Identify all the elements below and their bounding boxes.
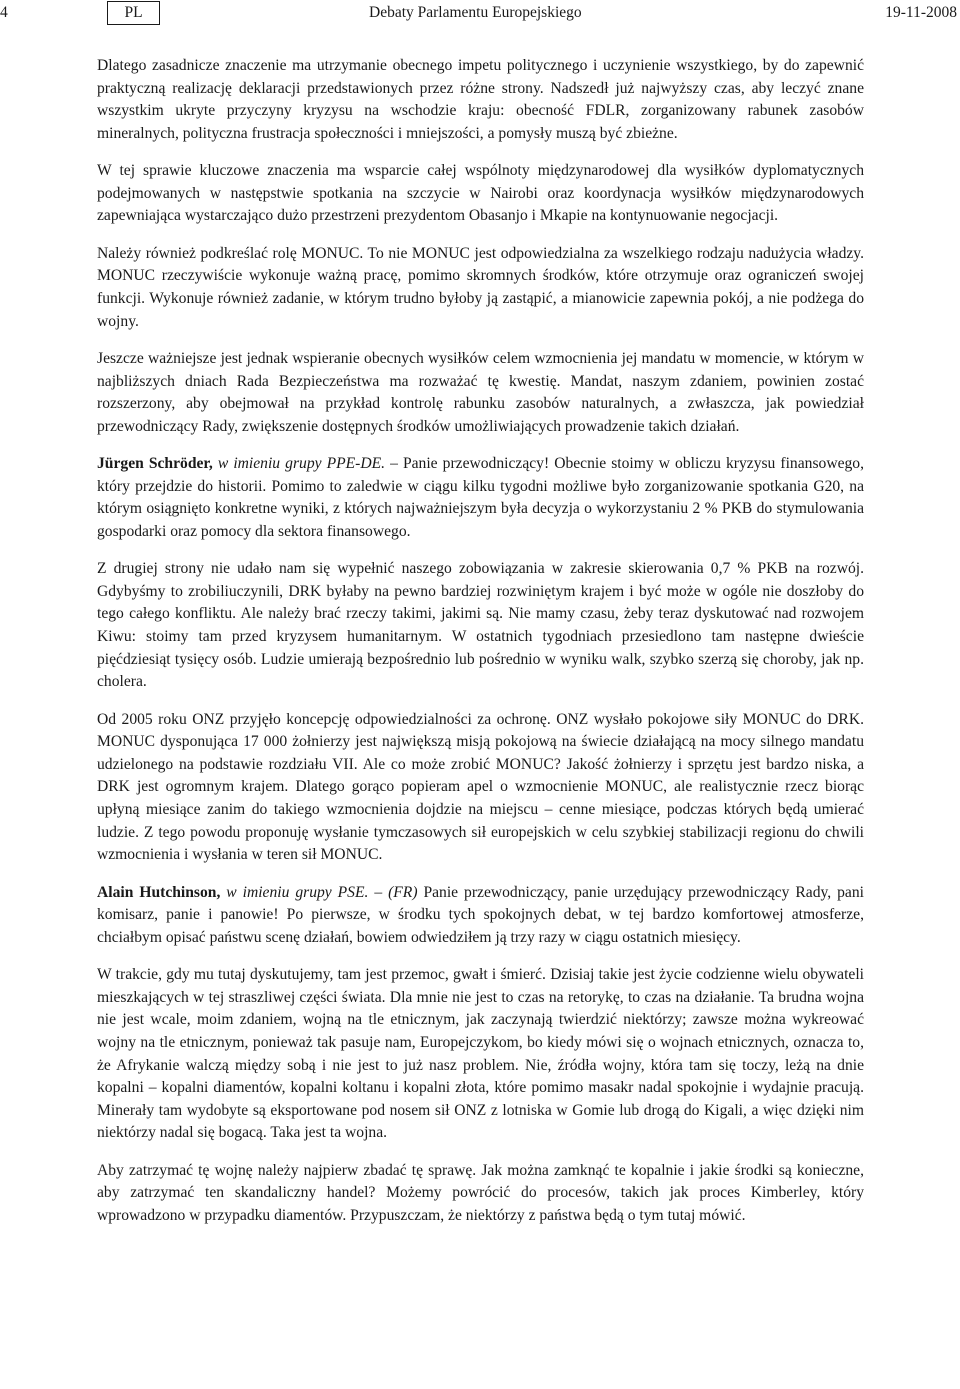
speaker-name: Jürgen Schröder, bbox=[97, 455, 213, 473]
paragraph: Dlatego zasadnicze znaczenie ma utrzymanie obecnego impetu politycznego i uczynienie wszystkiego, by do zapewnić praktyczną realizację deklaracji przedstawionych przez różne strony. Nadszedł już najwyższy czas, aby leczyć znane wszystkim ukryte przyczyny kryzysu na wschodzie kraju: obecność FDLR, zorganizowany rabunek zasobów mineralnych, polityczna frustracja społeczności i mniejszości, a pomysły muszą być zbieżne. bbox=[97, 57, 864, 142]
speaker-group: w imieniu grupy PSE. bbox=[226, 883, 369, 901]
speech-dash: – bbox=[374, 883, 383, 901]
speaker-name: Alain Hutchinson, bbox=[97, 883, 221, 901]
paragraph: Z drugiej strony nie udało nam się wypełnić naszego zobowiązania w zakresie skierowania 0,7 % PKB na rozwój. Gdybyśmy to zrobiliuczynili, DRK byłaby na pewno bardziej rozwiniętym krajem i być może w ogóle nie doszłoby do tego całego konfliktu. Ale należy brać rzeczy takimi, jakimi są. Nie mamy czasu, żeby teraz dyskutować nad rozwojem Kiwu: stoimy tam przed kryzysem humanitarnym. W ostatnich tygodniach przesiedlono tam następne dwieście pięćdziesiąt tysięcy osób. Ludzie umierają bezpośrednio lub pośrednio w wyniku walk, szybko szerzą się choroby, jak np. cholera. bbox=[97, 560, 864, 691]
speech-hutchinson bbox=[97, 882, 864, 950]
speaker-group: w imieniu grupy PPE-DE. bbox=[217, 455, 386, 473]
speech-text: – Panie przewodniczący! Obecnie stoimy w obliczu kryzysu finansowego, który przejdzie do historii. Pomimo to zaledwie w ciągu kilku tygodni możliwe było zorganizowanie spotkania G20, na którym osiągnięto konkretne wyniki, z których najważniejszym była decyzja o wykorzystaniu 2 % PKB do stymulowania gospodarki oraz pomocy dla sektora finansowego. bbox=[97, 455, 864, 540]
original-language-tag: (FR) bbox=[388, 883, 418, 901]
paragraph: Od 2005 roku ONZ przyjęło koncepcję odpowiedzialności za ochronę. ONZ wysłało pokojowe siły MONUC do DRK. MONUC dysponująca 17 000 żołnierzy jest największą misją pokojową na świecie działającą na mocy silnego mandatu udzielonego na podstawie rozdziału VII. Ale co może zrobić MONUC? Jakość żołnierzy i sprzętu jest bardzo niska, a DRK jest ogromnym krajem. Dlatego gorąco popieram apel o wzmocnienie MONUC, ale realistycznie rzecz biorąc upłyną miesiące zanim do takiego wzmocnienia dojdzie na miejscu – cenne miesiące, podczas których będą umierać ludzie. Z tego powodu proponuję wysłanie tymczasowych sił europejskich w celu szybkiej stabilizacji regionu do chwili wzmocnienia i wysłania w teren sił MONUC. bbox=[97, 710, 864, 864]
paragraph: Należy również podkreślać rolę MONUC. To nie MONUC jest odpowiedzialna za wszelkiego rodzaju nadużycia władzy. MONUC rzeczywiście wykonuje ważną pracę, pomimo skromnych środków, które otrzymuje oraz ograniczeń swojej funkcji. Wykonuje również zadanie, w którym trudno byłoby ją zastąpić, a mianowicie zapewnia pokój, a nie podżega do wojny. bbox=[97, 244, 864, 330]
publication-title: Debaty Parlamentu Europejskiego bbox=[369, 4, 582, 21]
language-code-box: PL bbox=[107, 1, 160, 25]
paragraph: W tej sprawie kluczowe znaczenia ma wsparcie całej wspólnoty międzynarodowej dla wysiłków dyplomatycznych podejmowanych w następstwie spotkania na szczycie w Nairobi oraz koordynacja wysiłków międzynarodowych zapewniająca wystarczająco dużo przestrzeni prezydentom Obasanjo i Mkapie na kontynuowanie negocjacji. bbox=[97, 162, 864, 225]
document-body bbox=[97, 55, 864, 1242]
paragraph: Aby zatrzymać tę wojnę należy najpierw zbadać tę sprawę. Jak można zamknąć te kopalnie i jakie środki są konieczne, aby zatrzymać ten skandaliczny handel? Możemy powrócić do procesów, takich jak proces Kimberley, który wprowadzono w przypadku diamentów. Przypuszczam, że niektórzy z państwa będą o tym tutaj mówić. bbox=[97, 1161, 864, 1224]
paragraph: Jeszcze ważniejsze jest jednak wspieranie obecnych wysiłków celem wzmocnienia jej mandatu w momencie, w którym w najbliższych dniach Rada Bezpieczeństwa ma rozważać tę kwestię. Mandat, naszym zdaniem, powinien zostać rozszerzony, aby obejmował na przykład kontrolę rabunku zasobów naturalnych, a zwłaszcza, jak powiedział przewodniczący Rady, zwiększenie dostępnych środków umożliwiających prowadzenie takich działań. bbox=[97, 349, 864, 435]
page-number: 4 bbox=[0, 4, 8, 21]
page-header bbox=[0, 0, 960, 26]
publication-date: 19-11-2008 bbox=[885, 4, 957, 21]
speech-schroder bbox=[97, 453, 864, 543]
paragraph: W trakcie, gdy mu tutaj dyskutujemy, tam jest przemoc, gwałt i śmierć. Dzisiaj takie jest życie codzienne wielu obywateli mieszkających w tej straszliwej części świata. Dla mnie nie jest to czas na retorykę, to czas na działanie. Ta brudna wojna nie jest wcale, moim zdaniem, wojną na tle etnicznym, jak zaczynają twierdzić niektórzy; zawsze można wykreować wojny na tle etnicznym, ponieważ tak pasuje nam, Europejczykom, bo kiedy mówi się o wojnach etnicznych, oznacza to, że Afrykanie walczą między sobą i nie jest to już nasz problem. Nie, źródła wojny, która tam się toczy, leżą na dnie kopalni – kopalni diamentów, kopalni koltanu i kopalni złota, które pomimo masakr nadal spokojnie i wydajnie pracują. Minerały tam wydobyte są eksportowane pod nosem sił ONZ z lotniska w Gomie lub drogą do Kigali, a więc dzięki nim niektórzy nadal się bogacą. Taka jest ta wojna. bbox=[97, 966, 864, 1142]
speech-text: Panie przewodniczący, panie urzędujący przewodniczący Rady, pani komisarz, panie i panowie! Po pierwsze, w środku tych spokojnych debat, w tej bardzo komfortowej atmosferze, chciałbym opisać państwu scenę działań, bowiem odwiedziłem ją trzy razy w ciągu ostatnich miesięcy. bbox=[97, 883, 864, 946]
